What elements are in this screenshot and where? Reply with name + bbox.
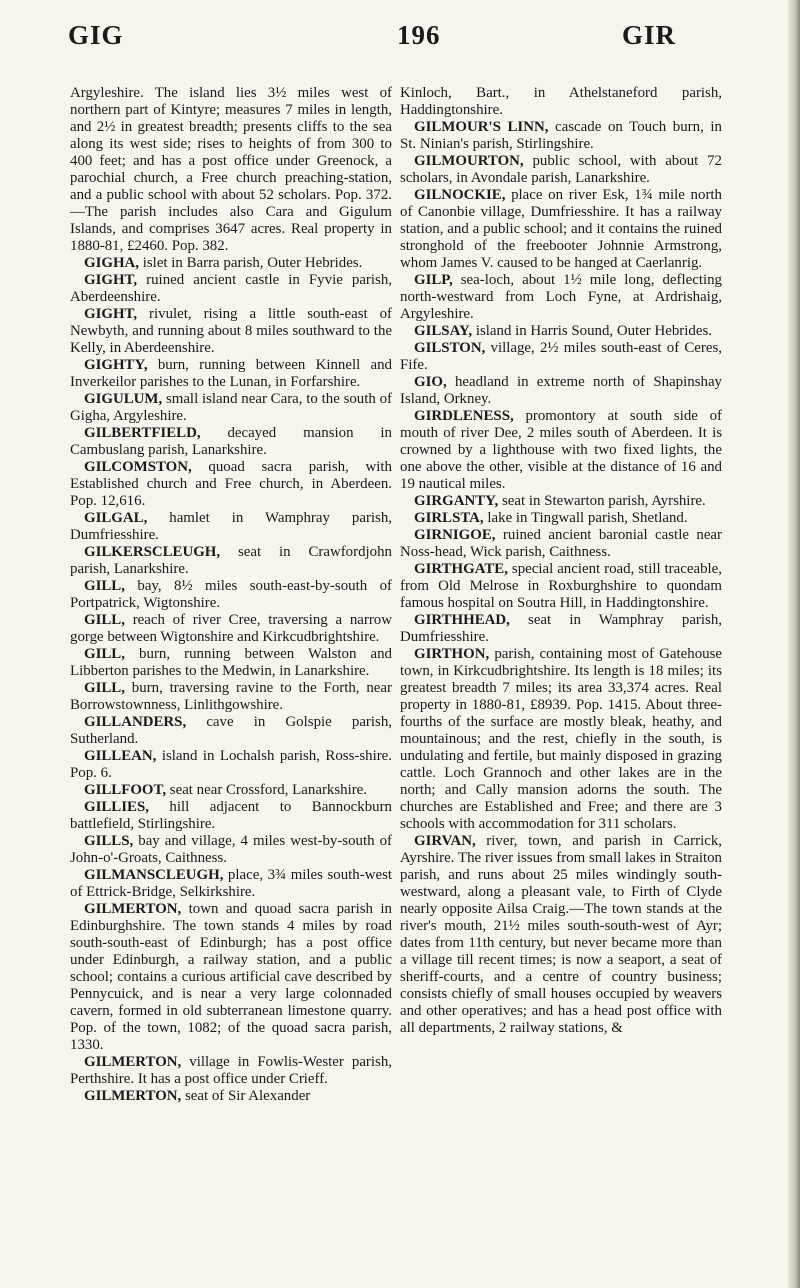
- gazetteer-entry: [70, 306, 392, 357]
- entry-headword: GIRTHHEAD,: [414, 612, 510, 628]
- entry-text: village in Fowlis-Wester parish, Perthshire. It has a post office under Crieff.: [70, 1054, 392, 1087]
- entry-headword: GILL,: [84, 680, 125, 696]
- gazetteer-entry: [70, 748, 392, 782]
- entry-headword: GILSTON,: [414, 340, 486, 356]
- entry-text: ruined ancient castle in Fyvie parish, Aberdeenshire.: [70, 272, 392, 305]
- header-left-guide-word: GIG: [68, 20, 124, 50]
- gazetteer-entry: [70, 782, 392, 799]
- entry-headword: GILMERTON,: [84, 901, 182, 917]
- entry-headword: GILNOCKIE,: [414, 187, 506, 203]
- entry-headword: GIRNIGOE,: [414, 527, 496, 543]
- entry-headword: GIGHT,: [84, 272, 138, 288]
- entry-text: burn, traversing ravine to the Forth, near Borrowstownness, Linlithgowshire.: [70, 680, 392, 713]
- gazetteer-entry: [400, 323, 722, 340]
- entry-text: special ancient road, still traceable, from Old Melrose in Roxburghshire to quondam famous hospital on Soutra Hill, in Haddingtonshire.: [400, 561, 722, 611]
- gazetteer-entry: [400, 493, 722, 510]
- entry-headword: GILMANSCLEUGH,: [84, 867, 224, 883]
- header-right-guide-word: GIR: [622, 20, 677, 50]
- entry-headword: GILL,: [84, 578, 125, 594]
- gazetteer-entry: [70, 867, 392, 901]
- entry-headword: GILGAL,: [84, 510, 148, 526]
- gazetteer-entry: [70, 1088, 392, 1105]
- gazetteer-entry: [400, 340, 722, 374]
- gazetteer-entry: [400, 85, 722, 119]
- entry-text: village, 2½ miles south-east of Ceres, Fife.: [400, 340, 722, 373]
- gazetteer-entry: [400, 187, 722, 272]
- gazetteer-entry: [400, 374, 722, 408]
- entry-headword: GIRVAN,: [414, 833, 476, 849]
- entry-text: hamlet in Wamphray parish, Dumfriesshire.: [70, 510, 392, 543]
- entry-text: burn, running between Kinnell and Inverkeilor parishes to the Lunan, in Forfarshire.: [70, 357, 392, 390]
- entry-headword: GILCOMSTON,: [84, 459, 192, 475]
- entry-headword: GILL,: [84, 646, 125, 662]
- gazetteer-entry: [400, 272, 722, 323]
- entry-headword: GILKERSCLEUGH,: [84, 544, 221, 560]
- entry-text: quoad sacra parish, with Established church and Free church, in Aberdeen. Pop. 12,616.: [70, 459, 392, 509]
- entry-text: ruined ancient baronial castle near Noss-head, Wick parish, Caithness.: [400, 527, 722, 560]
- entry-headword: GILSAY,: [414, 323, 473, 339]
- entry-text: place, 3¾ miles south-west of Ettrick-Bridge, Selkirkshire.: [70, 867, 392, 900]
- gazetteer-entry: [70, 833, 392, 867]
- entry-text: decayed mansion in Cambuslang parish, Lanarkshire.: [70, 425, 392, 458]
- right-column: [400, 85, 722, 1037]
- entry-headword: GILMERTON,: [84, 1054, 182, 1070]
- gazetteer-entry: [400, 646, 722, 833]
- entry-text: seat in Crawfordjohn parish, Lanarkshire.: [70, 544, 392, 577]
- entry-headword: GILLFOOT,: [84, 782, 167, 798]
- entry-text: small island near Cara, to the south of Gigha, Argyleshire.: [70, 391, 392, 424]
- entry-text: seat in Stewarton parish, Ayrshire.: [498, 493, 706, 509]
- gazetteer-entry: [70, 255, 392, 272]
- entry-headword: GILBERTFIELD,: [84, 425, 201, 441]
- entry-text: seat of Sir Alexander: [181, 1088, 311, 1104]
- gazetteer-entry: [70, 680, 392, 714]
- entry-text: rivulet, rising a little south-east of Newbyth, and running about 8 miles southward to the Kelly, in Aberdeenshire.: [70, 306, 392, 356]
- entry-headword: GIGHA,: [84, 255, 140, 271]
- entry-headword: GIRLSTA,: [414, 510, 484, 526]
- gazetteer-entry: [70, 1054, 392, 1088]
- gazetteer-entry: [400, 561, 722, 612]
- entry-headword: GIGHTY,: [84, 357, 148, 373]
- entry-text: islet in Barra parish, Outer Hebrides.: [139, 255, 363, 271]
- gazetteer-entry: [70, 612, 392, 646]
- page-edge-shadow: [788, 0, 800, 1288]
- entry-text: seat near Crossford, Lanarkshire.: [166, 782, 368, 798]
- entry-text: promontory at south side of mouth of river Dee, 2 miles south of Aberdeen. It is crowned by a lighthouse with two fixed lights, the one above the other, visible at the distance of 16 and 19 nautical miles.: [400, 408, 722, 492]
- entry-headword: GIGHT,: [84, 306, 138, 322]
- entry-headword: GIRTHGATE,: [414, 561, 508, 577]
- gazetteer-entry: [70, 799, 392, 833]
- gazetteer-entry: [70, 459, 392, 510]
- entry-headword: GIGULUM,: [84, 391, 163, 407]
- entry-text: town and quoad sacra parish in Edinburghshire. The town stands 4 miles by road south-south-east of Edinburgh; has a post office under Edinburgh, a railway station, and a public school; contains a curious artificial cave described by Pennycuick, and is near a very large colonnaded cavern, formed in old subterranean limestone quarry. Pop. of the town, 1082; of the quoad sacra parish, 1330.: [70, 901, 392, 1053]
- gazetteer-entry: [70, 544, 392, 578]
- entry-text: river, town, and parish in Carrick, Ayrshire. The river issues from small lakes in Straiton parish, and runs about 25 miles windingly south-westward, along a pleasant vale, to Firth of Clyde nearly opposite Ailsa Craig.—The town stands at the river's mouth, 21½ miles south-south-west of Ayr; dates from 11th century, but never became more than a village till recent times; is now a seaport, a seat of sheriff-courts, and a centre of country business; consists chiefly of small houses occupied by weavers and other operatives; and has a head post office with all departments, 2 railway stations, &: [400, 833, 722, 1036]
- entry-text: bay and village, 4 miles west-by-south of John-o'-Groats, Caithness.: [70, 833, 392, 866]
- gazetteer-entry: [70, 391, 392, 425]
- entry-headword: GILLS,: [84, 833, 134, 849]
- entry-headword: GIRTHON,: [414, 646, 490, 662]
- gazetteer-entry: [70, 901, 392, 1054]
- entry-text: reach of river Cree, traversing a narrow gorge between Wigtonshire and Kirkcudbrightshire.: [70, 612, 392, 645]
- entry-headword: GIRGANTY,: [414, 493, 499, 509]
- gazetteer-entry: [70, 425, 392, 459]
- gazetteer-entry: [400, 119, 722, 153]
- gazetteer-entry: [70, 85, 392, 255]
- entry-headword: GILMERTON,: [84, 1088, 182, 1104]
- gazetteer-entry: [400, 153, 722, 187]
- entry-text: public school, with about 72 scholars, in Avondale parish, Lanarkshire.: [400, 153, 722, 186]
- entry-headword: GILLEAN,: [84, 748, 157, 764]
- gazetteer-entry: [400, 408, 722, 493]
- entry-text: seat in Wamphray parish, Dumfriesshire.: [400, 612, 722, 645]
- entry-text: burn, running between Walston and Libberton parishes to the Medwin, in Lanarkshire.: [70, 646, 392, 679]
- page-number: 196: [397, 20, 441, 50]
- running-header: [62, 14, 768, 54]
- gazetteer-entry: [400, 833, 722, 1037]
- gazetteer-entry: [70, 357, 392, 391]
- entry-text: cave in Golspie parish, Sutherland.: [70, 714, 392, 747]
- entry-headword: GILLANDERS,: [84, 714, 187, 730]
- entry-headword: GILMOUR'S LINN,: [414, 119, 549, 135]
- entry-text: parish, containing most of Gatehouse town, in Kirkcudbrightshire. Its length is 18 miles; its greatest breadth 7 miles; its area 33,374 acres. Real property in 1880-81, £8939. Pop. 1415. About three-fourths of the surface are mostly bleak, heathy, and mountainous; and the rest, chiefly in the south, is undulating and fertile, but mainly disposed in grazing cattle. Loch Grannoch and other lakes are in the north; and Cally mansion adorns the south. The churches are Established and Free; and there are 3 schools with accommodation for 311 scholars.: [400, 646, 722, 832]
- entry-text: headland in extreme north of Shapinshay Island, Orkney.: [400, 374, 722, 407]
- entry-text: lake in Tingwall parish, Shetland.: [483, 510, 688, 526]
- entry-text: bay, 8½ miles south-east-by-south of Portpatrick, Wigtonshire.: [70, 578, 392, 611]
- entry-headword: GILMOURTON,: [414, 153, 524, 169]
- left-column: [70, 85, 392, 1105]
- gazetteer-entry: [70, 272, 392, 306]
- gazetteer-entry: [400, 510, 722, 527]
- entry-text: Kinloch, Bart., in Athelstaneford parish, Haddingtonshire.: [400, 85, 722, 118]
- gazetteer-entry: [70, 510, 392, 544]
- gazetteer-entry: [70, 578, 392, 612]
- entry-text: place on river Esk, 1¾ mile north of Canonbie village, Dumfriesshire. It has a railway station, and a public school; and it contains the ruined stronghold of the freebooter Johnnie Armstrong, whom James V. caused to be hanged at Caerlanrig.: [400, 187, 722, 271]
- entry-text: sea-loch, about 1½ mile long, deflecting north-westward from Loch Fyne, at Ardrishaig, Argyleshire.: [400, 272, 722, 322]
- gazetteer-entry: [400, 527, 722, 561]
- entry-text: cascade on Touch burn, in St. Ninian's parish, Stirlingshire.: [400, 119, 722, 152]
- entry-text: island in Lochalsh parish, Ross-shire. Pop. 6.: [70, 748, 392, 781]
- entry-headword: GIO,: [414, 374, 447, 390]
- gazetteer-entry: [70, 714, 392, 748]
- entry-text: Argyleshire. The island lies 3½ miles west of northern part of Kintyre; measures 7 miles in length, and 2½ in greatest breadth; presents cliffs to the sea along its west side; rises to heights of from 300 to 400 feet; and has a post office under Greenock, a parochial church, a Free church preaching-station, and a public school with about 52 scholars. Pop. 372.—The parish includes also Cara and Gigulum Islands, and comprises 3647 acres. Real property in 1880-81, £2460. Pop. 382.: [70, 85, 392, 254]
- gazetteer-entry: [400, 612, 722, 646]
- entry-headword: GIRDLENESS,: [414, 408, 514, 424]
- gazetteer-entry: [70, 646, 392, 680]
- entry-headword: GILP,: [414, 272, 453, 288]
- entry-headword: GILLIES,: [84, 799, 149, 815]
- entry-headword: GILL,: [84, 612, 125, 628]
- entry-text: island in Harris Sound, Outer Hebrides.: [472, 323, 712, 339]
- entry-text: hill adjacent to Bannockburn battlefield, Stirlingshire.: [70, 799, 392, 832]
